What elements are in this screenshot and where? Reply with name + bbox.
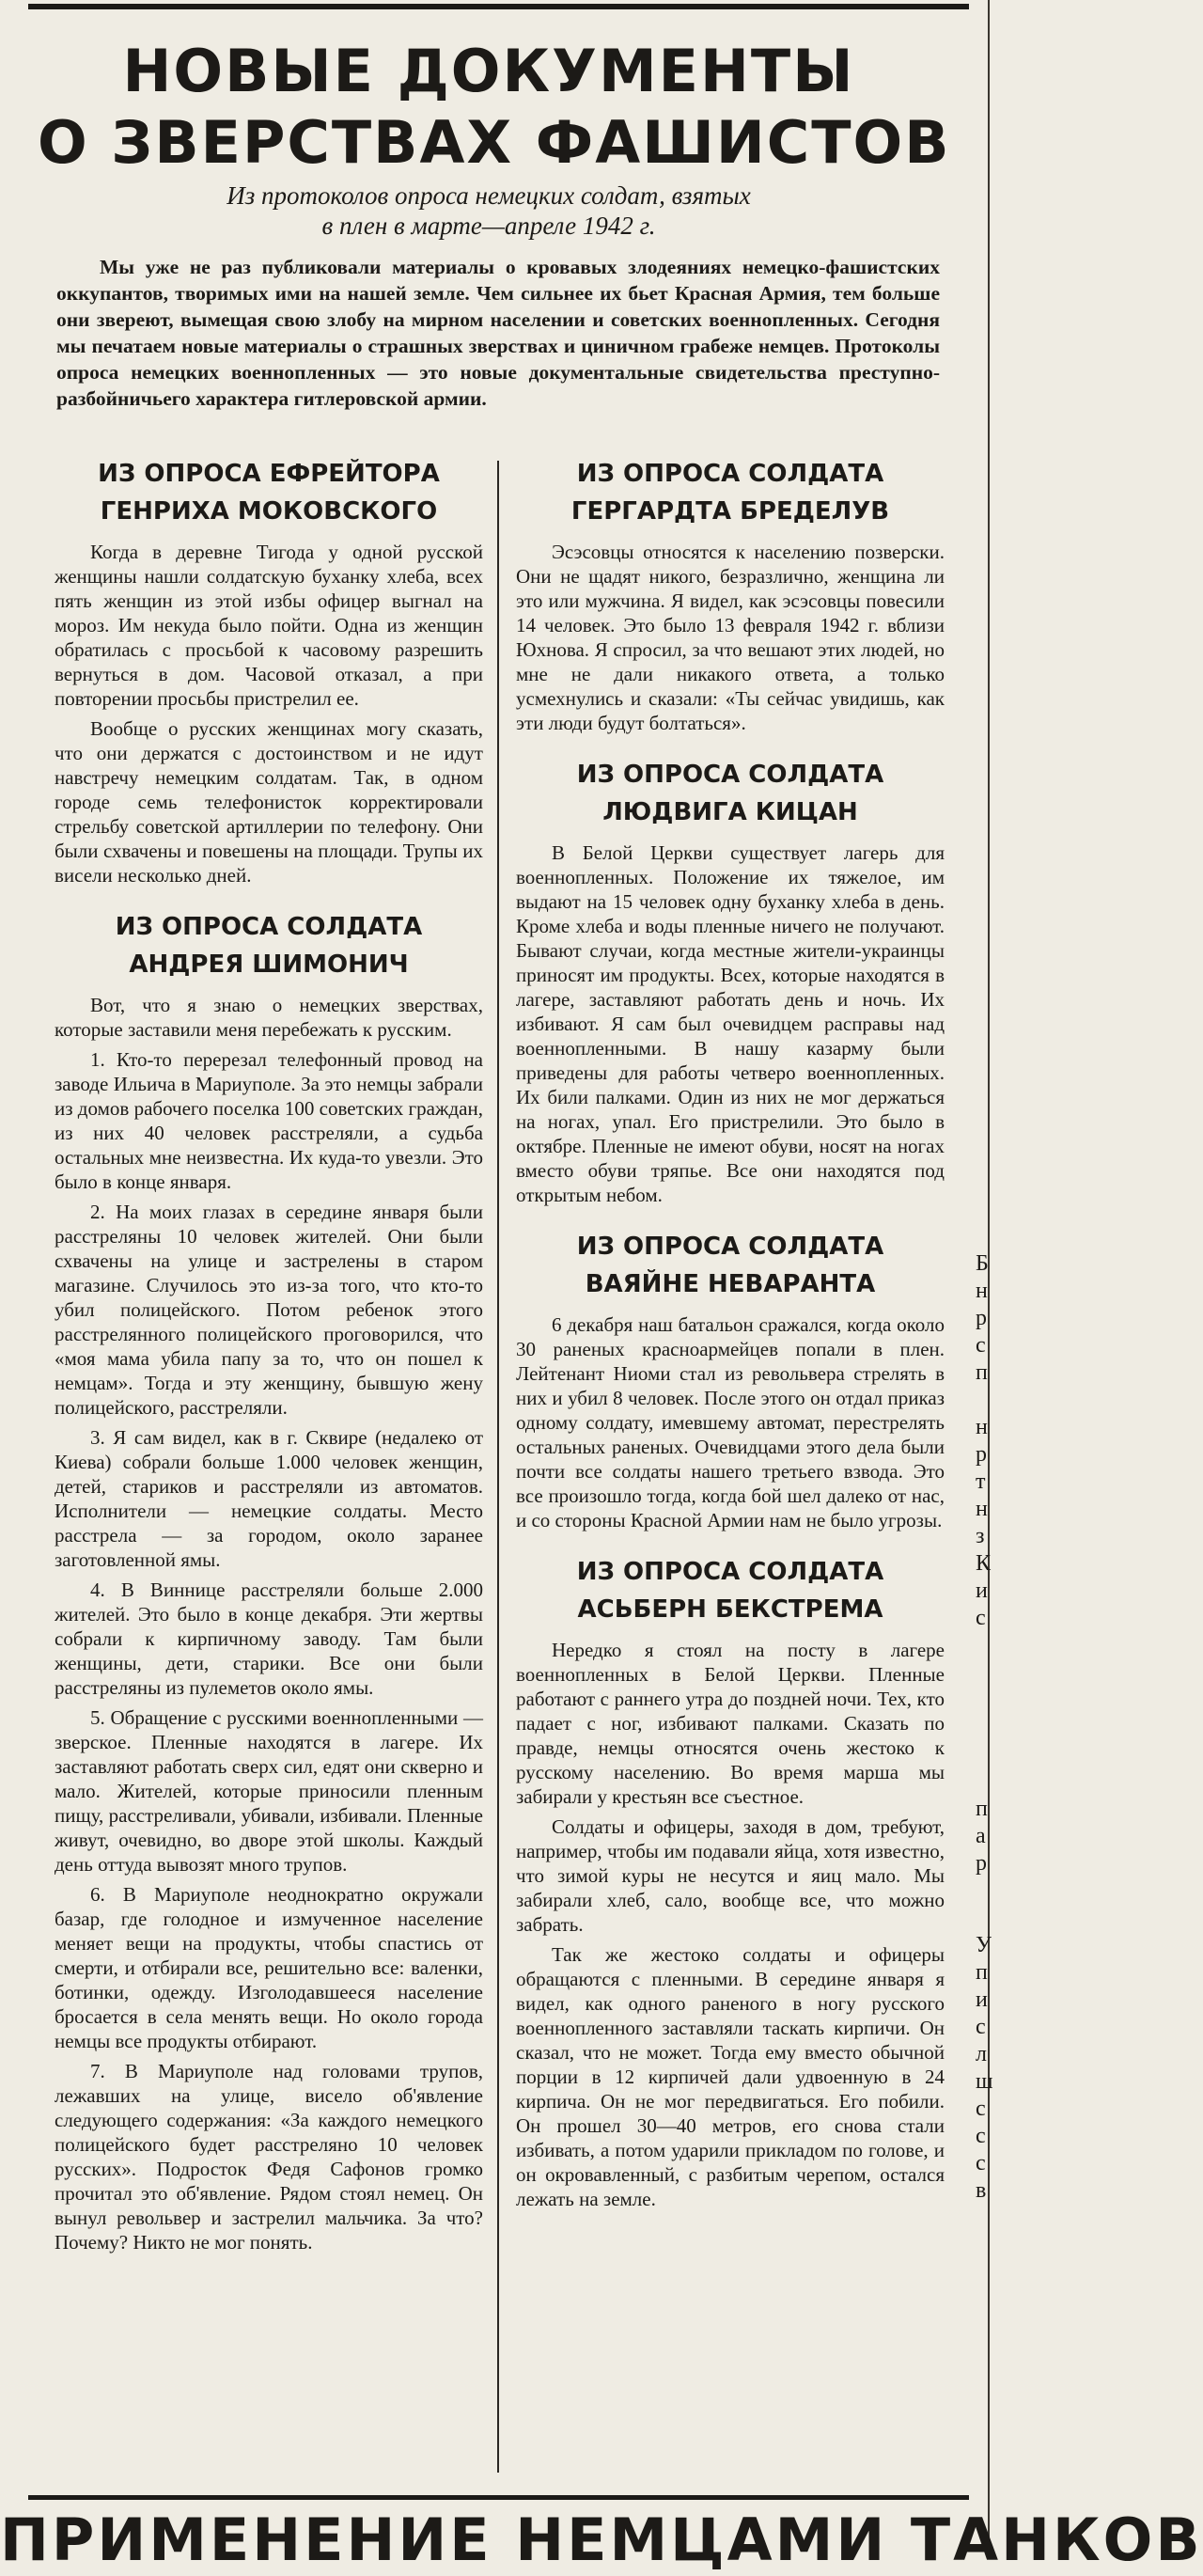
article-paragraph: Эсэсовцы относятся к населению позверски. Они не щадят никого, безразлично, женщина ли это или мужчина. Я видел, как эсэсовцы повесили 14 человек. Это было 13 февраля 1942 г. вблизи Юхнова. Я спросил, за что вешают этих людей, но мне не дали никакого ответа, а только усмехнулись и сказали: «Ты сейчас увидишь, как эти люди будут болтаться». [516, 541, 945, 734]
edge-letter: Б [976, 1251, 989, 1276]
section-title-line: ИЗ ОПРОСА СОЛДАТА [576, 1233, 884, 1261]
edge-letter: р [976, 1851, 987, 1876]
section-title [516, 455, 945, 530]
edge-letter: с [976, 2124, 986, 2148]
edge-letter [976, 1714, 994, 1741]
section-title [516, 1228, 945, 1303]
edge-letter: т [976, 1469, 986, 1494]
headline-line-2: О ЗВЕРСТВАХ ФАШИСТОВ [38, 108, 951, 177]
edge-letter: в [976, 2178, 987, 2203]
subhead-line-2: в плен в марте—апреле 1942 г. [321, 212, 656, 240]
section-gap [55, 893, 483, 908]
edge-letter: р [976, 1306, 987, 1330]
section-title-line: ГЕРГАРДТА БРЕДЕЛУВ [570, 497, 890, 526]
edge-letter: К [976, 1551, 992, 1576]
section-title-line: ИЗ ОПРОСА СОЛДАТА [576, 460, 884, 488]
section-title-line: ВАЯЙНЕ НЕВАРАНТА [585, 1270, 876, 1298]
column-divider [497, 461, 499, 2473]
intro-paragraph: Мы уже не раз публиковали материалы о кровавых злодеяниях немецко-фашистских оккупантов, творимых ими на нашей земле. Чем сильнее их бьет Красная Армия, тем больше они звереют, вымещая свою злобу на мирном населении и советских военнопленных. Сегодня мы печатаем новые материалы о страшных зверствах и циничном грабеже немцев. Протоколы опроса немецких военнопленных — это новые документальные свидетельства преступно-разбойничьего характера гитлеровской армии. [56, 256, 940, 410]
edge-letter [976, 1659, 994, 1687]
article-paragraph: В Белой Церкви существует лагерь для военнопленных. Положение их тяжелое, им выдают на 15 человек одну буханку хлеба в день. Кроме хлеба и воды пленные ничего не получают. Бывают случаи, когда местные жители-украинцы приносят им продукты. Всех, которые находятся в лагере, заставляют работать день и ночь. Их избивают. Я сам был очевидцем расправы над военнопленными. В нашу казарму были приведены для работы четверо военнопленных. Их били палками. Один из них не мог держаться на ногах, упал. Его пристрелили. Это было в октябре. Пленные не имеют обуви, носят на ногах вместо обуви тряпье. Все они находятся под открытым небом. [516, 841, 945, 1206]
section-title-line: АСЬБЕРН БЕКСТРЕМА [577, 1595, 883, 1624]
edge-letter: с [976, 1606, 986, 1630]
section-title-line: ИЗ ОПРОСА СОЛДАТА [115, 913, 423, 941]
edge-letter: п [976, 1360, 988, 1385]
edge-letter: У [976, 1933, 992, 1957]
edge-letter: а [976, 1824, 986, 1848]
article-paragraph: 1. Кто-то перерезал телефонный провод на заводе Ильича в Мариуполе. За это немцы забрали из домов рабочего поселка 100 советских граждан, из них 40 человек расстреляли, а судьба остальных мне неизвестна. Их куда-то увезли. Это было в конце января. [55, 1048, 483, 1193]
adjacent-column-fragment [976, 1250, 994, 2205]
edge-letter [976, 1905, 994, 1932]
article-paragraph: 6 декабря наш батальон сражался, когда около 30 раненых красноармейцев попали в плен. Лейтенант Ниоми стал из револьвера стрелять в них и убил 8 человек. После этого он отдал приказ одному солдату, имевшему автомат, перестрелять остальных раненых. Очевидцами этого дела были почти все солдаты нашего третьего взвода. Это все произошло тогда, когда бой шел далеко от нас, и со стороны Красной Армии нам не было угрозы. [516, 1313, 945, 1531]
edge-letter: н [976, 1497, 988, 1521]
article-paragraph: Нередко я стоял на посту в лагере военнопленных в Белой Церкви. Пленные работают с раннего утра до поздней ночи. Тех, кто падает с ног, избивают палками. Сказать по правде, немцы относятся очень жестоко к русскому населению. Во время марша мы забирали у крестьян все съестное. [516, 1639, 945, 1808]
edge-letter: з [976, 1524, 985, 1548]
edge-letter: п [976, 1797, 988, 1821]
section-title-line: АНДРЕЯ ШИМОНИЧ [129, 950, 409, 979]
section-title [516, 756, 945, 831]
section-title-line: ГЕНРИХА МОКОВСКОГО [100, 497, 438, 526]
section-gap [516, 1213, 945, 1228]
article-paragraph: Вот, что я знаю о немецких зверствах, которые заставили меня перебежать к русским. [55, 994, 483, 1041]
edge-letter: н [976, 1279, 988, 1303]
edge-letter [976, 1741, 994, 1768]
subhead [113, 181, 865, 241]
edge-letter: с [976, 2097, 986, 2121]
next-article-title: ПРИМЕНЕНИЕ НЕМЦАМИ ТАНКОВ [0, 2505, 1203, 2574]
article-paragraph: Так же жестоко солдаты и офицеры обращаются с пленными. В середине января я видел, как одного раненого в ногу русского военнопленного заставляли таскать кирпичи. Он сказал, что не может. Тогда ему вместо обычной порции в 12 кирпичей дали удвоенную в 24 кирпича. Он не мог передвигаться. Его побили. Он прошел 30—40 метров, его снова стали избивать, а потом ударили прикладом по голове, и он окровавленный, с разбитым черепом, остался лежать на земле. [516, 1943, 945, 2210]
section-title [55, 908, 483, 983]
edge-letter: с [976, 2015, 986, 2039]
right-column [516, 455, 945, 2476]
article-paragraph: Когда в деревне Тигода у одной русской женщины нашли солдатскую буханку хлеба, всех пять женщин из этой избы офицер выгнал на мороз. Им некуда было пойти. Одна из женщин обратилась с просьбой к часовому разрешить вернуться в дом. Часовой отказал, а при повторении просьбы пристрелил ее. [55, 541, 483, 710]
section-title-line: ИЗ ОПРОСА СОЛДАТА [576, 761, 884, 789]
edge-letter: с [976, 1333, 986, 1358]
subhead-line-1: Из протоколов опроса немецких солдат, взятых [227, 181, 751, 210]
edge-letter [976, 1632, 994, 1659]
article-paragraph: 4. В Виннице расстреляли больше 2.000 жителей. Это было в конце декабря. Эти жертвы собрали к кирпичному заводу. Там были женщины, дети, старики. Все они были расстреляны из пулеметов около ямы. [55, 1579, 483, 1699]
article-paragraph: 6. В Мариуполе неоднократно окружали базар, где голодное и измученное население меняет вещи на продукты, чтобы спастись от смерти, и отбирали все, решительно все: валенки, ботинки, одежду. Изголодавшееся население бросается в села менять вещи. Но около города немцы все продукты отбирают. [55, 1883, 483, 2052]
headline [38, 36, 951, 179]
edge-letter: и [976, 1579, 988, 1603]
left-column [55, 455, 483, 2476]
article-paragraph: 7. В Мариуполе над головами трупов, лежавших на улице, висело об'явление следующего содержания: «За каждого немецкого полицейского будет расстреляно 10 человек русских». Подросток Федя Сафонов громко прочитал это об'явление. Рядом стоял немец. Он вынул револьвер и застрелил мальчика. За что? Почему? Никто не мог понять. [55, 2060, 483, 2254]
edge-letter [976, 1387, 994, 1414]
edge-letter [976, 1877, 994, 1905]
edge-letter: с [976, 2151, 986, 2175]
article-paragraph: 2. На моих глазах в середине января были расстреляны 10 человек жителей. Они были схвачены на улице и застрелены в старом магазине. Случилось это из-за того, что кто-то убил полицейского. Потом ребенок этого расстрелянного полицейского проговорился, что «моя мама убила папу за то, что он пошел к немцам». Тогда и эту женщину, бывшую жену полицейского, расстреляли. [55, 1201, 483, 1419]
article-paragraph: Вообще о русских женщинах могу сказать, что они держатся с достоинством и не идут навстречу немецким солдатам. Так, в одном городе семь телефонисток корректировали стрельбу советской артиллерии по телефону. Они были схвачены и повешены на площади. Трупы их висели несколько дней. [55, 717, 483, 887]
section-title-line: ЛЮДВИГА КИЦАН [602, 798, 858, 826]
edge-letter: н [976, 1415, 988, 1439]
intro [56, 254, 940, 412]
headline-line-1: НОВЫЕ ДОКУМЕНТЫ [122, 37, 855, 105]
section-gap [516, 741, 945, 756]
section-title [516, 1553, 945, 1628]
edge-letter: и [976, 1987, 988, 2012]
section-title-line: ИЗ ОПРОСА СОЛДАТА [576, 1558, 884, 1586]
edge-letter: л [976, 2042, 987, 2066]
section-title [55, 455, 483, 530]
edge-letter [976, 1768, 994, 1796]
article-paragraph: 3. Я сам видел, как в г. Сквире (недалеко от Киева) собрали больше 1.000 человек женщин, детей, стариков и расстреляли из автоматов. Исполнители — немецкие солдаты. Место расстрела — за городом, около заранее заготовленной ямы. [55, 1426, 483, 1571]
section-title-line: ИЗ ОПРОСА ЕФРЕЙТОРА [98, 460, 440, 488]
bottom-rule [28, 2495, 969, 2500]
top-rule [28, 4, 969, 9]
article-paragraph: Солдаты и офицеры, заходя в дом, требуют, например, чтобы им подавали яйца, хотя известно, что зимой куры не несутся и яиц мало. Мы забирали хлеб, сало, вообще все, что можно забрать. [516, 1815, 945, 1936]
article-paragraph: 5. Обращение с русскими военнопленными — зверское. Пленные находятся в лагере. Их заставляют работать сверх сил, едят они скверно и мало. Жителей, которые приносили пленным пищу, расстреливали, убивали, избивали. Пленные живут, очевидно, во дворе этой школы. Каждый день оттуда вывозят много трупов. [55, 1706, 483, 1876]
section-gap [516, 1538, 945, 1553]
edge-letter [976, 1687, 994, 1714]
edge-letter: ш [976, 2069, 993, 2094]
edge-letter: р [976, 1442, 987, 1467]
edge-letter: п [976, 1960, 988, 1985]
